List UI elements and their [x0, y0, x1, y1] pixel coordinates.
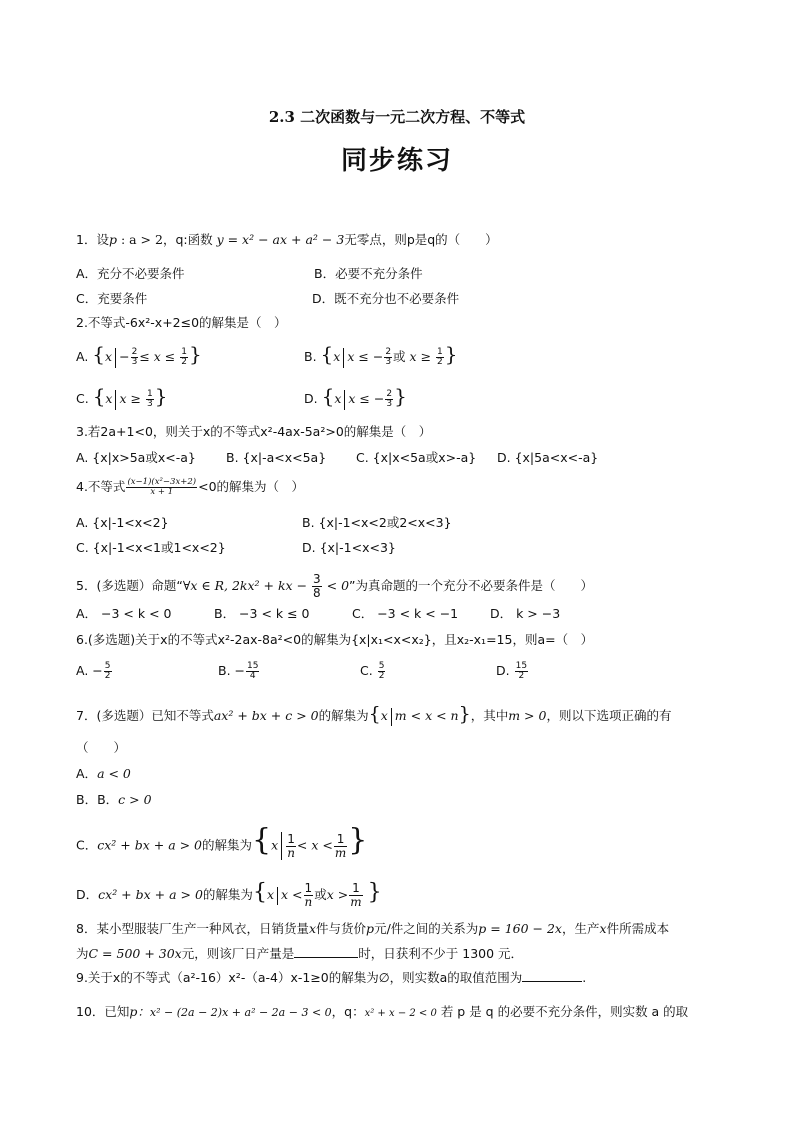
question-8-line-1: 8．某小型服装厂生产一种风衣，日销货量x件与货价p元/件之间的关系为p = 160 − 2x，生产x件所需成本	[76, 921, 670, 936]
q9-answer-blank[interactable]	[522, 969, 582, 982]
q7-option-c[interactable]: C．cx² + bx + a > 0的解集为{x $\frac{1}{n}$ < x < $\frac{1}{m}$ }	[76, 822, 368, 860]
q4-option-b[interactable]: B. {x|-1<x<2或2<x<3}	[302, 515, 452, 530]
question-3-stem: 3.若2a+1<0，则关于x的不等式x²-4ax-5a²>0的解集是（ ）	[76, 424, 432, 439]
question-4-stem: 4.不等式 $\frac{\text{(x−1)(x²−3x+2)}}{x + 1}$ <0的解集为（ ）	[76, 477, 305, 497]
q1-option-b[interactable]: B．必要不充分条件	[314, 266, 423, 281]
page-subtitle: 同步练习	[340, 146, 453, 176]
q1-option-a[interactable]: A．充分不必要条件	[76, 266, 185, 281]
q5-option-d[interactable]: D． k > −3	[490, 606, 561, 621]
question-10-stem: 10．已知p：x² − (2a − 2)x + a² − 2a − 3 < 0，q：x² + x − 2 < 0 若 p 是 q 的必要不充分条件，则实数 a 的取	[76, 1004, 689, 1019]
q3-option-c[interactable]: C. {x|x<5a或x>-a}	[356, 450, 477, 465]
q6-option-d[interactable]: D. $\frac{15}{2}$	[496, 661, 528, 681]
q5-option-c[interactable]: C． −3 < k < −1	[352, 606, 459, 621]
q7-option-a[interactable]: A．a < 0	[76, 766, 131, 781]
q2-option-a[interactable]: A. {x − $\frac{2}{3}$ ≤ x ≤ $\frac{1}{2}$ }	[76, 342, 202, 367]
q1-option-c[interactable]: C．充要条件	[76, 291, 148, 306]
q3-option-a[interactable]: A. {x|x>5a或x<-a}	[76, 450, 196, 465]
q4-option-a[interactable]: A. {x|-1<x<2}	[76, 515, 169, 530]
question-7-stem: 7．(多选题）已知不等式ax² + bx + c > 0的解集为{x m < x < n}，其中m > 0，则以下选项正确的有	[76, 703, 672, 725]
q6-option-c[interactable]: C. $\frac{5}{2}$	[360, 661, 385, 681]
question-2-stem: 2.不等式-6x²-x+2≤0的解集是（ ）	[76, 315, 287, 330]
q7-option-b[interactable]: B．B．c > 0	[76, 792, 152, 807]
q7-option-d[interactable]: D．cx² + bx + a > 0的解集为{x x < $\frac{1}{n}$ 或x > $\frac{1}{m}$ }	[76, 880, 382, 909]
question-8-line-2: 为C = 500 + 30x元，则该厂日产量是 时，日获利不少于 1300 元．	[76, 946, 524, 961]
q2-option-d[interactable]: D. {x x ≤ − $\frac{2}{3}$ }	[304, 384, 407, 409]
q1-option-d[interactable]: D．既不充分也不必要条件	[312, 291, 460, 306]
q2-option-c[interactable]: C. {x x ≥ $\frac{1}{3}$ }	[76, 384, 168, 409]
q3-option-b[interactable]: B. {x|-a<x<5a}	[226, 450, 327, 465]
q6-option-a[interactable]: A. − $\frac{5}{2}$	[76, 661, 111, 681]
question-1-stem: 1．设p : a > 2，q:函数 y = x² − ax + a² − 3无零点，则p是q的（ ）	[76, 232, 498, 247]
q2-option-b[interactable]: B. {x x ≤ − $\frac{2}{3}$ 或 x ≥ $\frac{1}{2}$ }	[304, 342, 458, 367]
question-9-stem: 9.关于x的不等式（a²-16）x²-（a-4）x-1≥0的解集为∅，则实数a的取值范围为 .	[76, 970, 587, 985]
q4-option-d[interactable]: D. {x|-1<x<3}	[302, 540, 396, 555]
q5-option-a[interactable]: A． −3 < k < 0	[76, 606, 172, 621]
q4-option-c[interactable]: C. {x|-1<x<1或1<x<2}	[76, 540, 226, 555]
question-5-stem: 5．(多选题）命题“∀x ∈ R, 2kx² + kx − $\frac{3}{8}$ < 0”为真命题的一个充分不必要条件是（ ）	[76, 572, 594, 600]
q6-option-b[interactable]: B. − $\frac{15}{4}$	[218, 661, 259, 681]
q8-answer-blank[interactable]	[294, 945, 358, 958]
question-7-paren: （ ）	[76, 740, 127, 755]
q5-option-b[interactable]: B． −3 < k ≤ 0	[214, 606, 310, 621]
question-6-stem: 6.(多选题)关于x的不等式x²-2ax-8a²<0的解集为{x|x₁<x<x₂}，且x₂-x₁=15，则a=（ ）	[76, 632, 594, 647]
q3-option-d[interactable]: D. {x|5a<x<-a}	[497, 450, 599, 465]
page-title: 2.3 二次函数与一元二次方程、不等式	[268, 108, 526, 126]
